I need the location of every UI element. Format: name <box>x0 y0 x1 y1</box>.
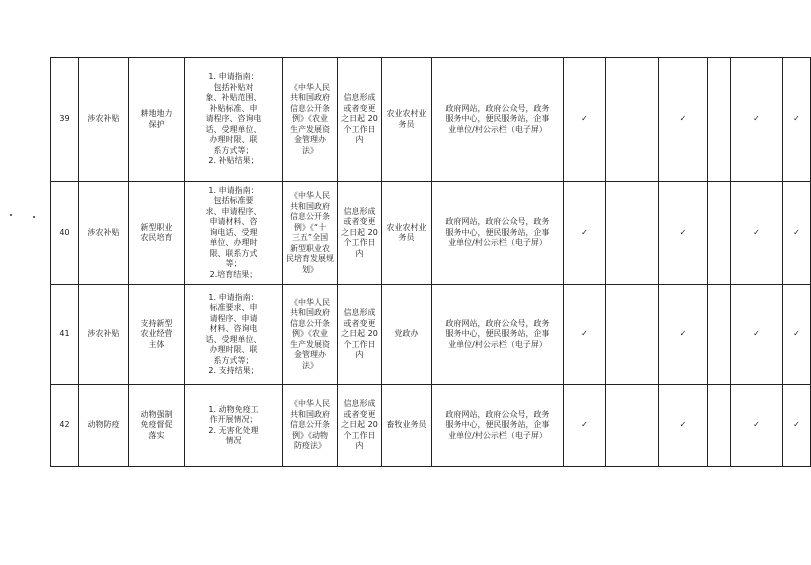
table-row <box>51 58 811 182</box>
check-mark: ✓ <box>659 385 708 467</box>
basis-cell: 《中华人民 共和国政府 信息公开条 例》《农业 生产发展资 金管理办 法》 <box>283 285 338 385</box>
basis-cell: 《中华人民 共和国政府 信息公开条 例》《农业 生产发展资 金管理办 法》 <box>283 58 338 182</box>
category-cell: 动物防疫 <box>79 385 129 467</box>
row-number: 40 <box>51 182 79 285</box>
time-limit-cell: 信息形成 或者变更 之日起 20 个工作日 内 <box>338 182 382 285</box>
check-mark: ✓ <box>564 285 606 385</box>
check-mark: ✓ <box>564 58 606 182</box>
check-mark: ✓ <box>783 285 811 385</box>
check-mark: ✓ <box>783 58 811 182</box>
basis-cell: 《中华人民 共和国政府 信息公开条 例》《动物 防疫法》 <box>283 385 338 467</box>
scan-speck <box>33 216 35 218</box>
subject-cell: 农业农村业 务员 <box>382 58 432 182</box>
empty-cell <box>708 58 731 182</box>
table-row <box>51 182 811 285</box>
subject-cell: 畜牧业务员 <box>382 385 432 467</box>
disclosure-table <box>50 57 811 467</box>
empty-cell <box>606 182 659 285</box>
table-row <box>51 385 811 467</box>
channel-cell: 政府网站，政府公众号，政务 服务中心，便民服务站，企事 业单位/村公示栏（电子屏） <box>432 58 564 182</box>
check-mark: ✓ <box>731 182 783 285</box>
item-cell: 新型职业 农民培育 <box>129 182 185 285</box>
check-mark: ✓ <box>731 385 783 467</box>
row-number: 42 <box>51 385 79 467</box>
check-mark: ✓ <box>659 182 708 285</box>
channel-cell: 政府网站，政府公众号，政务 服务中心，便民服务站，企事 业单位/村公示栏（电子屏） <box>432 285 564 385</box>
empty-cell <box>708 182 731 285</box>
table-row <box>51 285 811 385</box>
item-cell: 支持新型 农业经营 主体 <box>129 285 185 385</box>
requirements-cell: 1. 申请指南： 标准要求、申 请程序、申请 材料、咨询电 话、受理单位、 办理时限、联 系方式等； 2. 支持结果； <box>185 285 283 385</box>
empty-cell <box>708 385 731 467</box>
time-limit-cell: 信息形成 或者变更 之日起 20 个工作日 内 <box>338 385 382 467</box>
empty-cell <box>606 285 659 385</box>
check-mark: ✓ <box>731 285 783 385</box>
requirements-cell: 1. 申请指南： 包括标准要 求、申请程序、 申请材料、咨 询电话、受理 单位、办理时 限、联系方式 等； 2.培育结果； <box>185 182 283 285</box>
subject-cell: 农业农村业 务员 <box>382 182 432 285</box>
scan-speck <box>10 214 12 216</box>
check-mark: ✓ <box>659 58 708 182</box>
category-cell: 涉农补贴 <box>79 182 129 285</box>
channel-cell: 政府网站，政府公众号，政务 服务中心，便民服务站，企事 业单位/村公示栏（电子屏） <box>432 182 564 285</box>
check-mark: ✓ <box>731 58 783 182</box>
row-number: 41 <box>51 285 79 385</box>
item-cell: 动物强制 免疫督促 落实 <box>129 385 185 467</box>
time-limit-cell: 信息形成 或者变更 之日起 20 个工作日 内 <box>338 285 382 385</box>
check-mark: ✓ <box>783 182 811 285</box>
empty-cell <box>708 285 731 385</box>
check-mark: ✓ <box>564 385 606 467</box>
check-mark: ✓ <box>564 182 606 285</box>
channel-cell: 政府网站，政府公众号，政务 服务中心，便民服务站，企事 业单位/村公示栏（电子屏） <box>432 385 564 467</box>
check-mark: ✓ <box>783 385 811 467</box>
requirements-cell: 1. 动物免疫工 作开展情况； 2. 无害化处理 情况 <box>185 385 283 467</box>
basis-cell: 《中华人民 共和国政府 信息公开条 例》《“十 三五”全国 新型职业农 民培育发展规 划》 <box>283 182 338 285</box>
row-number: 39 <box>51 58 79 182</box>
time-limit-cell: 信息形成 或者变更 之日起 20 个工作日 内 <box>338 58 382 182</box>
check-mark: ✓ <box>659 285 708 385</box>
category-cell: 涉农补贴 <box>79 58 129 182</box>
empty-cell <box>606 385 659 467</box>
category-cell: 涉农补贴 <box>79 285 129 385</box>
empty-cell <box>606 58 659 182</box>
requirements-cell: 1. 申请指南： 包括补贴对 象、补贴范围、 补贴标准、申 请程序、咨询电 话、受理单位、 办理时限、联 系方式等； 2. 补贴结果； <box>185 58 283 182</box>
subject-cell: 党政办 <box>382 285 432 385</box>
item-cell: 耕地地力 保护 <box>129 58 185 182</box>
